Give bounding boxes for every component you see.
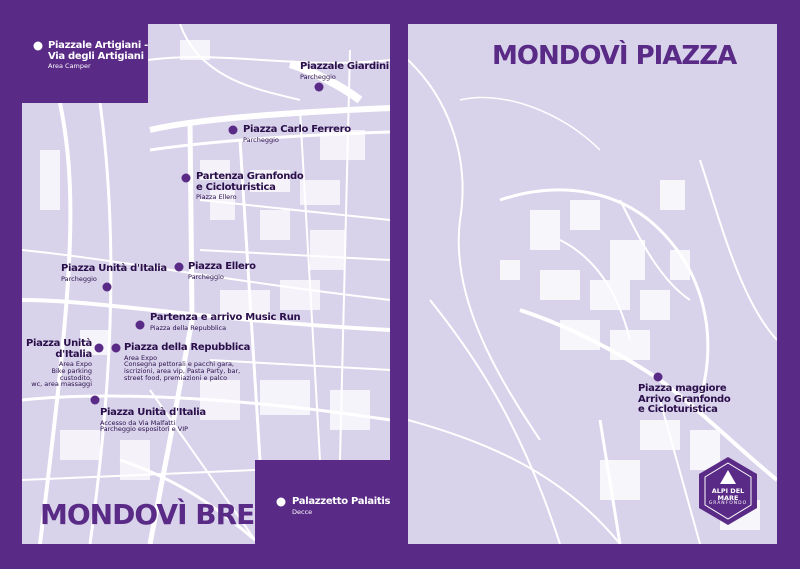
label-artigiani: [48, 41, 148, 70]
ellero-sub: Parcheggio: [188, 272, 224, 281]
label-unita-parking: [61, 264, 167, 282]
artigiani-sub: Area Camper: [48, 62, 91, 70]
palaitis-name: Palazzetto Palaitis: [292, 496, 391, 507]
unita-access-sub-1: Accesso da Via Malfatti: [100, 418, 176, 427]
label-unita-access: [100, 408, 206, 433]
marker-music-run[interactable]: [136, 321, 145, 330]
partenza-name-1: Partenza Granfondo: [196, 171, 304, 182]
repubblica-sub-2: Consegna pettorali e pacchi gara,: [124, 360, 234, 369]
breo-map-area: [22, 24, 390, 544]
repubblica-sub-4: street food, premiazioni e palco: [124, 373, 228, 382]
label-music-run: [150, 313, 300, 331]
title-mondovi-piazza: MONDOVÌ PIAZZA: [492, 41, 737, 71]
unita-expo-sub-1: Area Expo: [58, 360, 92, 368]
ferrero-sub: Parcheggio: [243, 135, 279, 144]
unita-parking-sub: Parcheggio: [61, 274, 97, 283]
label-partenza: [196, 172, 303, 201]
music-run-sub: Piazza della Repubblica: [150, 323, 227, 332]
repubblica-sub-1: Area Expo: [124, 353, 158, 362]
label-ferrero: [243, 125, 351, 143]
repubblica-name: Piazza della Repubblica: [124, 342, 251, 353]
artigiani-name-2: Via degli Artigiani: [48, 50, 144, 62]
title-mondovi-breo: MONDOVÌ BREO: [40, 498, 278, 531]
ferrero-name: Piazza Carlo Ferrero: [243, 124, 351, 135]
unita-parking-name: Piazza Unità d'Italia: [61, 263, 167, 274]
palaitis-sub: Decce: [292, 507, 313, 516]
repubblica-sub-3: iscrizioni, area vip, Pasta Party, bar,: [124, 367, 241, 376]
ellero-name: Piazza Ellero: [188, 261, 256, 272]
marker-ellero[interactable]: [175, 263, 184, 272]
logo-line1: ALPI DEL MARE: [711, 487, 745, 502]
partenza-name-2: e Cicloturistica: [196, 181, 276, 193]
maggiore-name-2: Arrivo Granfondo: [638, 393, 731, 405]
marker-unita-expo[interactable]: [95, 344, 104, 353]
marker-artigiani[interactable]: [34, 42, 43, 51]
label-maggiore: [638, 384, 730, 416]
marker-maggiore[interactable]: [654, 373, 663, 382]
unita-access-name: Piazza Unità d'Italia: [100, 407, 206, 418]
giardini-sub: Parcheggio: [300, 72, 336, 81]
marker-ferrero[interactable]: [229, 126, 238, 135]
unita-access-sub-2: Parcheggio espositori e VIP: [100, 425, 189, 434]
label-palaitis: [292, 497, 390, 515]
marker-unita-access[interactable]: [91, 396, 100, 405]
artigiani-name-1: Piazzale Artigiani -: [48, 40, 148, 51]
unita-expo-name-2: d'Italia: [55, 348, 92, 360]
unita-expo-name-1: Piazza Unità: [26, 338, 92, 349]
maggiore-name-3: e Cicloturistica: [638, 404, 718, 415]
giardini-name: Piazzale Giardini: [300, 61, 389, 72]
logo-text: [704, 488, 752, 506]
unita-expo-sub-3: wc, area massaggi: [31, 380, 92, 389]
marker-palaitis[interactable]: [277, 498, 286, 507]
music-run-name: Partenza e arrivo Music Run: [150, 312, 301, 323]
marker-giardini[interactable]: [315, 83, 324, 92]
label-ellero: [188, 262, 256, 280]
marker-unita-parking[interactable]: [103, 283, 112, 292]
unita-expo-sub-2: Bike parking custodito,: [51, 366, 92, 382]
label-repubblica: [124, 343, 250, 382]
partenza-sub: Piazza Ellero: [196, 193, 237, 201]
maggiore-name-1: Piazza maggiore: [638, 383, 727, 394]
label-giardini: [300, 62, 389, 80]
logo-line2: GRANFONDO: [708, 500, 748, 506]
marker-repubblica[interactable]: [112, 344, 121, 353]
marker-partenza[interactable]: [182, 174, 191, 183]
label-unita-expo: [26, 339, 92, 388]
